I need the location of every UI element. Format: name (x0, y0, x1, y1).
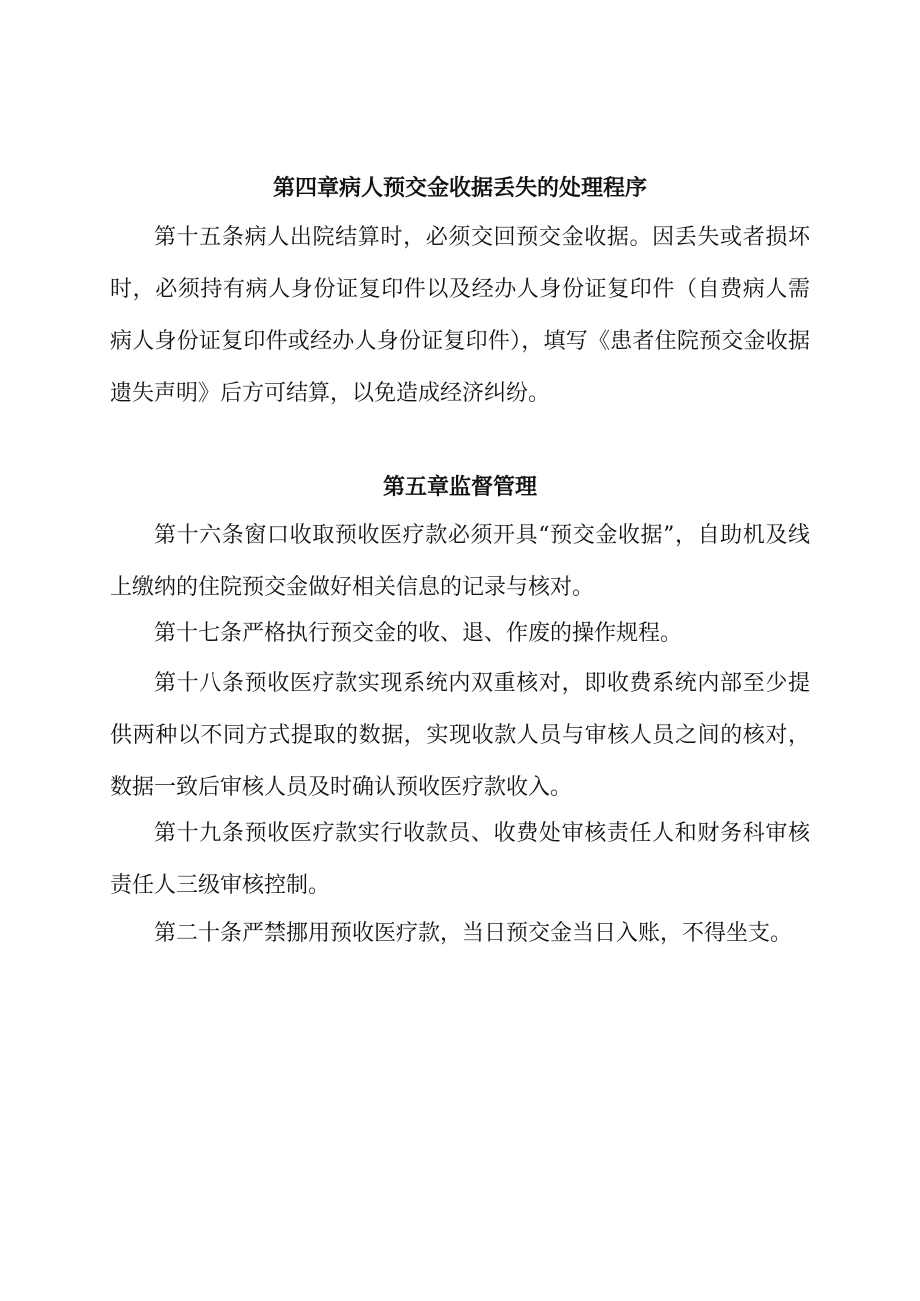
article-18-paragraph: 第十八条预收医疗款实现系统内双重核对，即收费系统内部至少提供两种以不同方式提取的数据，实现收款人员与审核人员之间的核对，数据一致后审核人员及时确认预收医疗款收入。 (110, 671, 810, 800)
article-15-paragraph: 第十五条病人出院结算时，必须交回预交金收据。因丢失或者损坏时，必须持有病人身份证复印件以及经办人身份证复印件（自费病人需病人身份证复印件或经办人身份证复印件），填写《患者住院预交金收据遗失声明》后方可结算，以免造成经济纠纷。 (110, 225, 810, 406)
article-16-paragraph: 第十六条窗口收取预收医疗款必须开具“预交金收据”，自助机及线上缴纳的住院预交金做好相关信息的记录与核对。 (110, 523, 810, 600)
chapter-4-heading: 第四章病人预交金收据丢失的处理程序 (272, 175, 647, 201)
chapter-5-heading: 第五章监督管理 (382, 474, 537, 500)
article-19-paragraph: 第十九条预收医疗款实行收款员、收费处审核责任人和财务科审核责任人三级审核控制。 (110, 821, 810, 898)
article-20-paragraph: 第二十条严禁挪用预收医疗款，当日预交金当日入账，不得坐支。 (154, 921, 793, 946)
article-17-paragraph: 第十七条严格执行预交金的收、退、作废的操作规程。 (154, 621, 683, 646)
